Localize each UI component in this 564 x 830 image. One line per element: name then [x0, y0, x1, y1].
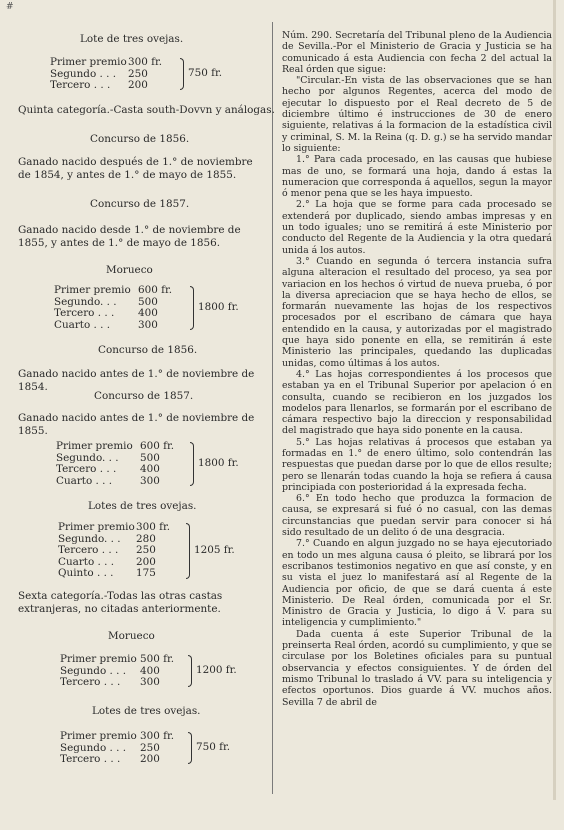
prize-label: Tercero . . .	[60, 753, 121, 765]
paragraph-circular: "Circular.-En vista de las observaciones que se han hecho por algunos Regentes, acerca del modo de ejecutar lo dispuesto por el Real decreto de 5 de diciembre último é instrucciones de 30 de enero siguiente, relativas á la formacion de la estadística civil y criminal, S. M. la Reina (q. D. g.) se ha servido mandar lo siguiente:	[282, 75, 552, 154]
section-rams: Morueco	[108, 630, 155, 642]
prize-value: 175	[136, 567, 156, 579]
prize-value: 300 fr.	[140, 730, 175, 742]
prize-label: Segundo . . .	[60, 741, 127, 754]
prize-row	[58, 556, 258, 568]
prize-total: 750 fr.	[196, 741, 231, 753]
corner-mark: #	[6, 2, 14, 12]
paragraph-article: 4.° Las hojas correspondientes á los procesos que estaban ya en el Tribunal Superior por apelacion ó en consulta, cuando se recibieron en los juzgados los modelos para llenarlos, se formarán por el escribano de cámara respectivo bajo la direccion y responsabilidad del magistrado que haya sido ponente en la causa.	[282, 368, 552, 437]
prize-row	[50, 79, 250, 91]
prize-label: Primer premio	[50, 56, 127, 68]
prize-value: 300	[138, 318, 158, 331]
paragraph-article: 7.° Cuando en algun juzgado no se haya ejecutoriado en todo un mes alguna causa ó pleito, se librará por los escribanos testimonios negativo en que así conste, y en su vista el juez lo manifestará así al Regente de la Audiencia por oficio, de que se dará cuenta á este Ministerio. De Real órden, comunicada por el Sr. Ministro de Gracia y Justicia, lo digo á V. para su inteligencia y cumplimiento."	[282, 538, 552, 629]
paragraph-article: 3.° Cuando en segunda ó tercera instancia sufra alguna alteracion el resultado del proceso, ya sea por variacion en los hechos ó virtud de nueva prueba, ó por la diversa apreciacion que se haya hecho de ellos, se formarán nuevamente las hojas de los respectivos procesados por el escribano de cámara que haya entendido en la causa, y autorizadas por el magistrado que haya sido ponente en ella, se remitirán á este Ministerio las principales, quedando las duplicadas unidas, como últimas á los autos.	[282, 255, 552, 369]
prize-row	[60, 676, 260, 688]
prize-label: Tercero . . .	[50, 79, 111, 91]
prize-label: Primer premio	[60, 730, 137, 742]
prize-value: 400	[138, 307, 158, 319]
section-rams: Morueco	[106, 264, 153, 276]
prize-value: 300	[140, 676, 160, 688]
contest-text: Ganado nacido desde 1.° de noviembre de 1855, y antes de 1.° de mayo de 1856.	[18, 224, 241, 249]
prize-label: Segundo. . .	[54, 295, 117, 308]
prize-total: 1800 fr.	[198, 301, 239, 313]
prize-value: 400	[140, 463, 160, 475]
contest-heading: Concurso de 1857.	[94, 390, 194, 402]
prize-total: 1205 fr.	[194, 544, 235, 556]
prize-list-4	[58, 521, 258, 579]
prize-row	[60, 753, 260, 765]
prize-label: Tercero . . .	[56, 463, 117, 475]
prize-label: Tercero . . .	[54, 307, 115, 319]
prize-row	[58, 521, 258, 533]
prize-row	[58, 533, 258, 545]
prize-value: 500	[140, 451, 160, 464]
prize-label: Segundo. . .	[56, 451, 119, 464]
prize-value: 600 fr.	[138, 284, 173, 296]
left-column	[18, 0, 275, 800]
prize-row	[50, 56, 250, 68]
contest-heading: Concurso de 1856.	[90, 133, 190, 145]
prize-label: Primer premio	[60, 653, 137, 665]
prize-total: 750 fr.	[188, 67, 223, 79]
paragraph-closing: Dada cuenta á este Superior Tribunal de la preinserta Real órden, acordó su cumplimiento, y que se circulase por los Boletines oficiales para su puntual observancia y efectos consiguientes. Y de órden del mismo Tribunal lo traslado á VV. para su inteligencia y efectos oportunos. Dios guarde á VV. muchos años. Sevilla 7 de abril de	[282, 628, 552, 708]
prize-value: 200	[140, 753, 160, 765]
prize-label: Segundo . . .	[50, 67, 117, 80]
prize-list-6	[60, 730, 260, 765]
contest-heading: Concurso de 1856.	[98, 344, 198, 356]
lot-title-3: Lotes de tres ovejas.	[92, 705, 201, 717]
category-sixth: Sexta categoría.-Todas las otras castas extranjeras, no citadas anteriormente.	[18, 590, 223, 615]
prize-label: Cuarto . . .	[54, 318, 111, 331]
prize-value: 500 fr.	[140, 653, 175, 665]
prize-row	[54, 284, 254, 296]
contest-heading: Concurso de 1857.	[90, 198, 190, 210]
prize-list-5	[60, 653, 260, 688]
prize-value: 250	[128, 67, 148, 80]
prize-value: 300 fr.	[136, 521, 171, 533]
prize-label: Primer premio	[54, 284, 131, 296]
prize-total: 1800 fr.	[198, 457, 239, 469]
prize-value: 250	[136, 544, 156, 556]
paragraph-header: Núm. 290. Secretaría del Tribunal pleno de la Audiencia de Sevilla.-Por el Ministerio de Gracia y Justicia se ha comunicado á esta Audiencia con fecha 2 del actual la Real órden que sigue:	[282, 30, 552, 75]
prize-label: Quinto . . .	[58, 567, 114, 579]
prize-label: Tercero . . .	[60, 676, 121, 688]
prize-label: Primer premio	[58, 521, 135, 533]
prize-row	[56, 440, 256, 452]
prize-value: 200	[128, 79, 148, 91]
prize-label: Cuarto . . .	[58, 555, 115, 568]
prize-value: 300 fr.	[128, 56, 163, 68]
page-edge	[553, 0, 556, 800]
lot-title-2: Lotes de tres ovejas.	[88, 500, 197, 512]
column-divider	[272, 22, 273, 794]
prize-list-3	[56, 440, 256, 486]
prize-value: 300	[140, 474, 160, 487]
contest-text: Ganado nacido antes de 1.° de noviembre de 1854.	[18, 368, 255, 393]
prize-value: 400	[140, 664, 160, 677]
prize-total: 1200 fr.	[196, 664, 237, 676]
contest-text: Ganado nacido antes de 1.° de noviembre de 1855.	[18, 412, 255, 437]
prize-row	[58, 567, 258, 579]
prize-label: Tercero . . .	[58, 544, 119, 556]
prize-value: 280	[136, 532, 156, 545]
prize-row	[60, 730, 260, 742]
prize-row	[54, 319, 254, 331]
prize-value: 500	[138, 295, 158, 308]
prize-row	[60, 653, 260, 665]
prize-value: 250	[140, 741, 160, 754]
paragraph-article: 6.° En todo hecho que produzca la formacion de causa, se expresará si fué ó no casual, con las demas circunstancias que puedan servir para conocer si há sido resultado de un delito ó de una desgracia.	[282, 493, 552, 539]
prize-label: Segundo . . .	[60, 664, 127, 677]
category-fifth: Quinta categoría.-Casta south-Dovvn y análogas.	[18, 104, 275, 116]
prize-list-1	[50, 56, 250, 91]
prize-value: 600 fr.	[140, 440, 175, 452]
paragraph-article: 1.° Para cada procesado, en las causas que hubiese mas de uno, se formará una hoja, dando á estas la numeracion que corresponda á aquellos, segun la mayor ó menor pena que se les haya impuesto.	[282, 154, 552, 200]
prize-label: Cuarto . . .	[56, 474, 113, 487]
lot-title-1: Lote de tres ovejas.	[80, 33, 184, 45]
prize-value: 200	[136, 555, 156, 568]
prize-list-2	[54, 284, 254, 330]
paragraph-article: 2.° La hoja que se forme para cada procesado se extenderá por duplicado, siendo ambas impresas y en un todo iguales; uno se remitirá á este Ministerio por conducto del Regente de la Audiencia y la otra quedará unida á los autos.	[282, 199, 552, 256]
right-column	[282, 30, 552, 830]
prize-label: Primer premio	[56, 440, 133, 452]
contest-text: Ganado nacido después de 1.° de noviembre de 1854, y antes de 1.° de mayo de 1855.	[18, 156, 253, 181]
prize-label: Segundo. . .	[58, 532, 121, 545]
prize-row	[56, 475, 256, 487]
paragraph-article: 5.° Las hojas relativas á procesos que estaban ya formadas en 1.° de enero último, solo contendrán las respuestas que puedan darse por lo que de ellos resulte; pero se llenarán todas cuando la hoja se refiera á causa principiada con posterioridad á la expresada fecha.	[282, 436, 552, 493]
